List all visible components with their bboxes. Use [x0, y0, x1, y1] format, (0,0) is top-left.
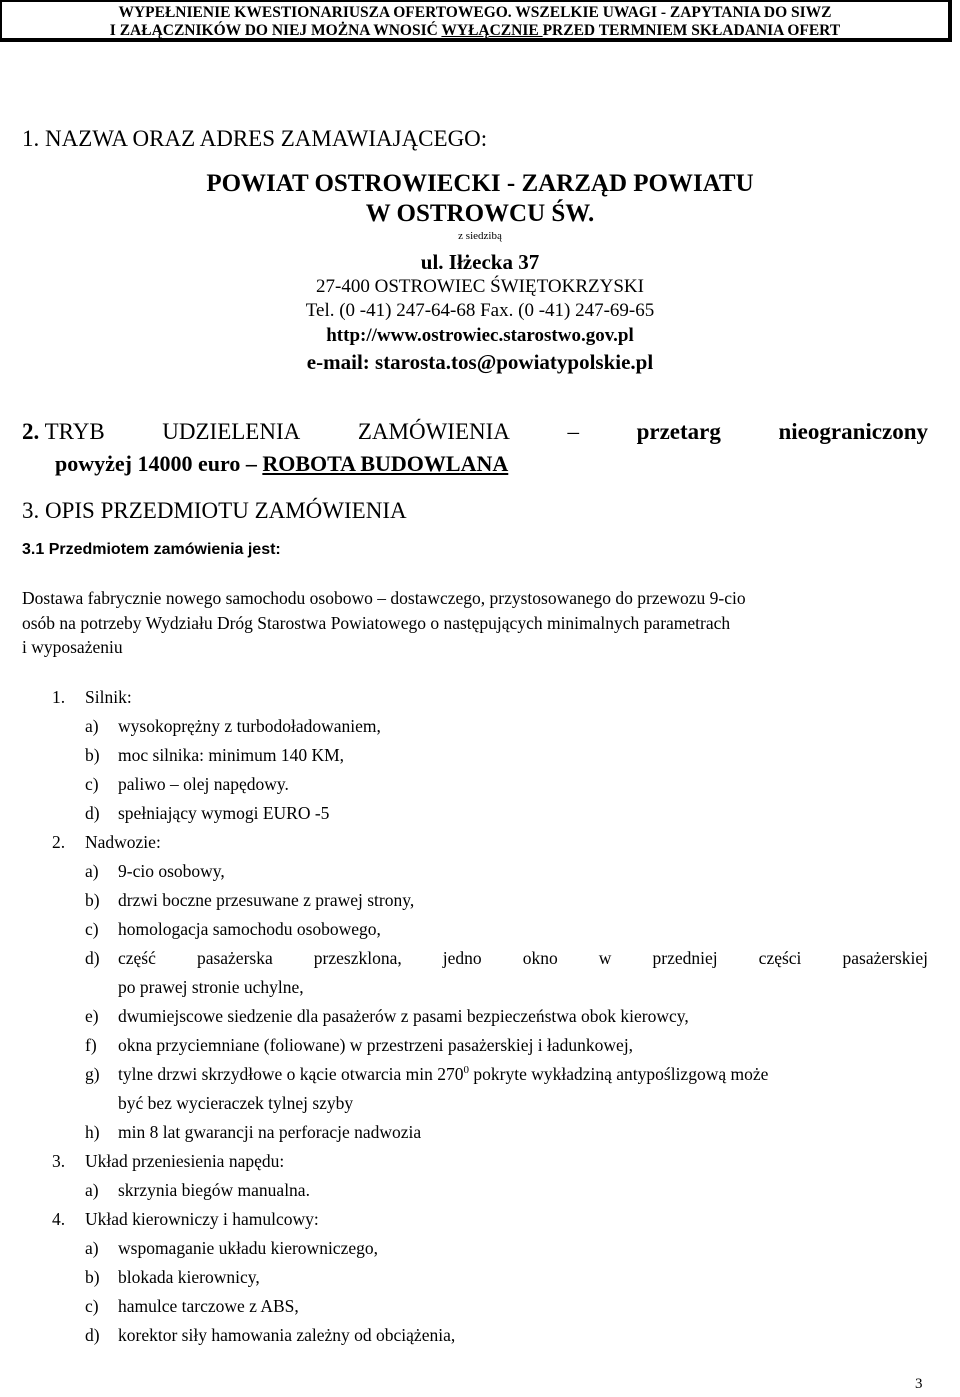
notice-line-1: WYPEŁNIENIE KWESTIONARIUSZA OFERTOWEGO. WSZELKIE UWAGI - ZAPYTANIA DO SIWZ	[118, 4, 832, 21]
street-address: ul. Iłżecka 37	[420, 250, 540, 274]
orderer-name-line-1: POWIAT OSTROWIECKI - ZARZĄD POWIATU	[206, 170, 754, 197]
seat-label: z siedzibą	[458, 230, 502, 242]
description-line-2: osób na potrzeby Wydziału Dróg Starostwa Powiatowego o następujących minimalnych parametrach	[22, 613, 731, 633]
orderer-name-line-2: W OSTROWCU ŚW.	[365, 200, 595, 227]
phone-fax: Tel. (0 -41) 247-64-68 Fax. (0 -41) 247-69-65	[305, 300, 655, 321]
city-address: 27-400 OSTROWIEC ŚWIĘTOKRZYSKI	[316, 276, 644, 297]
list-item-continuation: być bez wycieraczek tylnej szyby	[118, 1093, 354, 1113]
list-heading-1: 1. Silnik:	[52, 687, 132, 707]
list-item: h) min 8 lat gwarancji na perforacje nadwozia	[85, 1122, 422, 1142]
notice-line-2: I ZAŁĄCZNIKÓW DO NIEJ MOŻNA WNOSIĆ WYŁĄCZNIE PRZED TERMNIEM SKŁADANIA OFERT	[109, 22, 841, 39]
list-heading-4: 4. Układ kierowniczy i hamulcowy:	[52, 1209, 319, 1229]
list-item: a) skrzynia biegów manualna.	[85, 1180, 310, 1200]
list-heading-3: 3. Układ przeniesienia napędu:	[52, 1151, 285, 1171]
list-item: b) blokada kierownicy,	[85, 1267, 260, 1287]
list-item: c) paliwo – olej napędowy.	[85, 774, 289, 794]
list-item: a) 9-cio osobowy,	[85, 861, 225, 881]
section-2-line-1: 2. TRYB UDZIELENIA ZAMÓWIENIA – przetarg nieograniczony	[22, 419, 928, 444]
list-item-continuation: po prawej stronie uchylne,	[118, 977, 304, 997]
list-item: g) tylne drzwi skrzydłowe o kącie otwarcia $\min 270^0$ pokryte wykładziną antypoślizgową może	[85, 1064, 769, 1084]
email[interactable]: e-mail: starosta.tos@powiatypolskie.pl	[306, 350, 654, 374]
section-3-1-heading: 3.1 Przedmiotem zamówienia jest:	[22, 541, 281, 558]
list-item: b) moc silnika: minimum 140 KM,	[85, 745, 345, 765]
section-3-heading: 3. OPIS PRZEDMIOTU ZAMÓWIENIA	[22, 498, 407, 523]
description-line-3: i wyposażeniu	[22, 637, 123, 657]
list-item: d) spełniający wymogi EURO -5	[85, 803, 330, 823]
list-item: f) okna przyciemniane (foliowane) w przestrzeni pasażerskiej i ładunkowej,	[85, 1035, 634, 1055]
list-item: b) drzwi boczne przesuwane z prawej strony,	[85, 890, 415, 910]
list-heading-2: 2. Nadwozie:	[52, 832, 161, 852]
list-item: a) wysokoprężny z turbodoładowaniem,	[85, 716, 381, 736]
notice-banner	[0, 0, 952, 42]
section-2-line-2: powyżej 14000 euro – ROBOTA BUDOWLANA	[55, 451, 509, 476]
section-1-heading: 1. NAZWA ORAZ ADRES ZAMAWIAJĄCEGO:	[22, 126, 488, 151]
list-item: d) korektor siły hamowania zależny od obciążenia,	[85, 1325, 456, 1345]
list-item: a) wspomaganie układu kierowniczego,	[85, 1238, 378, 1258]
website[interactable]: http://www.ostrowiec.starostwo.gov.pl	[326, 325, 634, 346]
list-item: c) hamulce tarczowe z ABS,	[85, 1296, 299, 1316]
page-number: 3	[915, 1376, 923, 1392]
description-line-1: Dostawa fabrycznie nowego samochodu osobowo – dostawczego, przystosowanego do przewozu 9-cio	[22, 588, 746, 608]
list-item: d) część pasażerska przeszklona, jedno okno w przedniej części pasażerskiej	[85, 948, 928, 968]
list-item: c) homologacja samochodu osobowego,	[85, 919, 381, 939]
list-item: e) dwumiejscowe siedzenie dla pasażerów z pasami bezpieczeństwa obok kierowcy,	[85, 1006, 689, 1026]
